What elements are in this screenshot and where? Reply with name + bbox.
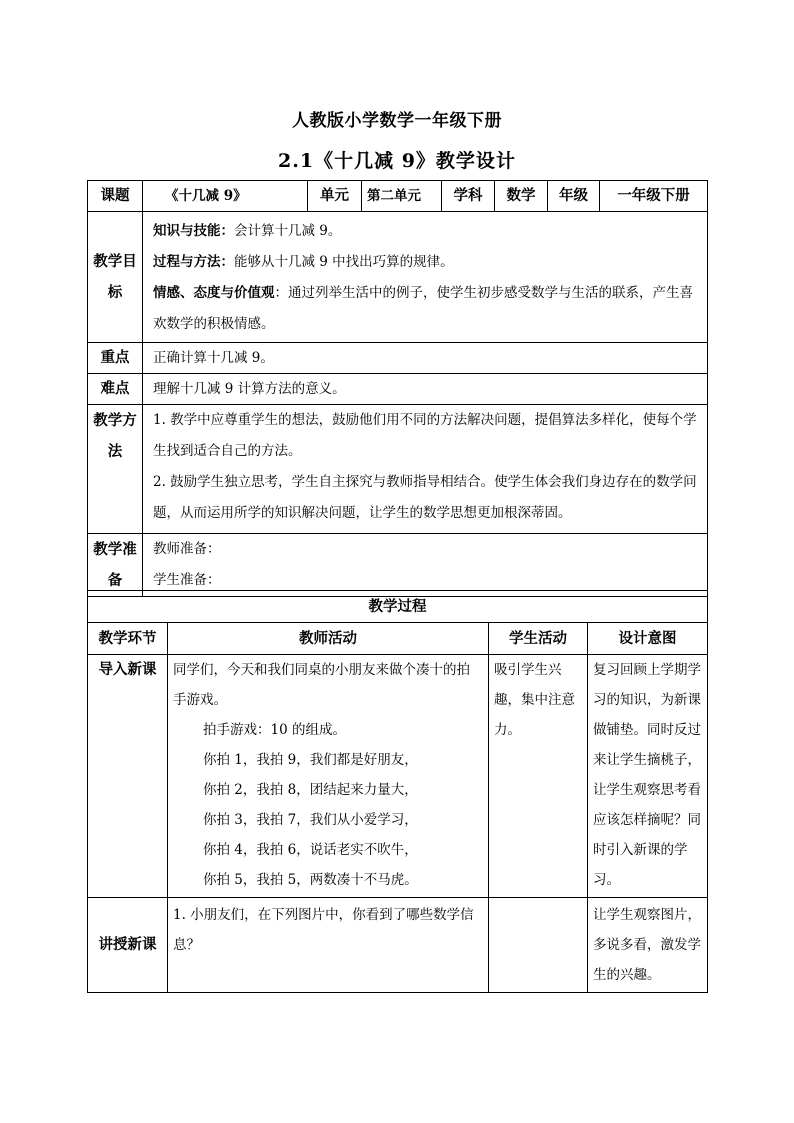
subject-label: 学科 — [442, 181, 495, 212]
teacher-activity — [168, 655, 489, 898]
difficulty-label: 难点 — [88, 374, 143, 405]
process-header-row — [88, 591, 708, 623]
process-header: 教学过程 — [88, 591, 708, 623]
goal-item: 知识与技能：会计算十几减 9。 — [153, 223, 342, 239]
stage-label: 讲授新课 — [88, 898, 168, 993]
student-prep: 学生准备： — [153, 572, 221, 588]
student-activity — [489, 898, 588, 993]
key-point-label: 重点 — [88, 343, 143, 374]
column-header: 设计意图 — [588, 623, 708, 655]
goal-item: 情感、态度与价值观：通过列举生活中的例子，使学生初步感受数学与生活的联系，产生喜欢数学的积极情感。 — [153, 285, 693, 332]
goals-content — [143, 212, 708, 343]
student-activity: 吸引学生兴趣，集中注意力。 — [489, 655, 588, 898]
activity-line: 你拍 5，我拍 5，两数凑十不马虎。 — [203, 872, 418, 888]
design-intent: 复习回顾上学期学习的知识，为新课做铺垫。同时反过来让学生摘桃子，让学生观察思考看应该怎样摘呢？同时引入新课的学习。 — [588, 655, 708, 898]
method-item: 1. 教学中应尊重学生的想法，鼓励他们用不同的方法解决问题，提倡算法多样化，使每个学生找到适合自己的方法。 — [153, 412, 697, 459]
difficulty-text: 理解十几减 9 计算方法的意义。 — [143, 374, 708, 405]
method-content — [143, 405, 708, 534]
grade-value: 一年级下册 — [600, 181, 708, 212]
method-item: 2. 鼓励学生独立思考，学生自主探究与教师指导相结合。使学生体会我们身边存在的数学问题，从而运用所学的知识解决问题，让学生的数学思想更加根深蒂固。 — [153, 474, 697, 521]
subject-value: 数学 — [495, 181, 548, 212]
topic-label: 课题 — [88, 181, 143, 212]
document-subtitle: 2.1《十几减 9》教学设计 — [278, 150, 516, 172]
activity-line: 拍手游戏：10 的组成。 — [203, 722, 346, 738]
method-label: 教学方法 — [88, 405, 143, 534]
prep-content — [143, 534, 708, 597]
activity-line: 你拍 3，我拍 7，我们从小爱学习， — [203, 812, 418, 828]
key-point-text: 正确计算十几减 9。 — [143, 343, 708, 374]
prep-label: 教学准备 — [88, 534, 143, 597]
document-title: 人教版小学数学一年级下册 — [292, 111, 502, 131]
info-row — [88, 181, 708, 212]
activity-line: 你拍 4，我拍 6，说话老实不吹牛， — [203, 842, 418, 858]
activity-line: 1. 小朋友们，在下列图片中，你看到了哪些数学信息？ — [173, 907, 474, 953]
activity-line: 你拍 2，我拍 8，团结起来力量大， — [203, 782, 418, 798]
activity-line: 你拍 1，我拍 9，我们都是好朋友， — [203, 752, 418, 768]
lesson-info-table — [87, 180, 708, 597]
process-row — [88, 898, 708, 993]
topic-value: 《十几减 9》 — [143, 181, 308, 212]
teaching-process-table — [87, 590, 708, 993]
design-intent: 让学生观察图片，多说多看，激发学生的兴趣。 — [588, 898, 708, 993]
method-row — [88, 405, 708, 534]
unit-value: 第二单元 — [362, 181, 442, 212]
activity-line: 同学们，今天和我们同桌的小朋友来做个凑十的拍手游戏。 — [173, 662, 470, 708]
goals-row — [88, 212, 708, 343]
column-header: 教师活动 — [168, 623, 489, 655]
teacher-activity — [168, 898, 489, 993]
column-header: 教学环节 — [88, 623, 168, 655]
unit-label: 单元 — [308, 181, 362, 212]
process-row — [88, 655, 708, 898]
prep-row — [88, 534, 708, 597]
stage-label: 导入新课 — [88, 655, 168, 898]
goal-item: 过程与方法：能够从十几减 9 中找出巧算的规律。 — [153, 254, 454, 270]
goals-label: 教学目标 — [88, 212, 143, 343]
difficulty-row — [88, 374, 708, 405]
column-header: 学生活动 — [489, 623, 588, 655]
grade-label: 年级 — [548, 181, 600, 212]
teacher-prep: 教师准备： — [153, 541, 221, 557]
key-point-row — [88, 343, 708, 374]
process-columns-row — [88, 623, 708, 655]
